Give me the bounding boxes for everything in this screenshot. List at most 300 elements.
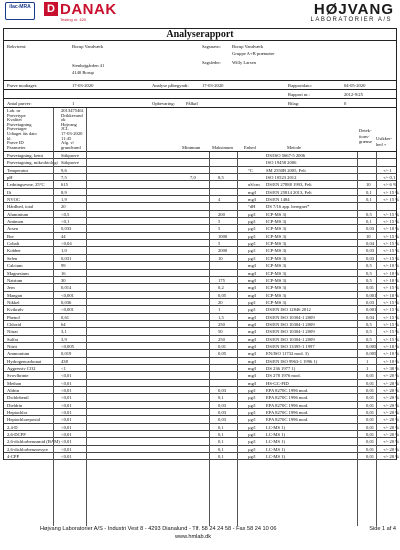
cell-method: ICP-MS 3) <box>266 292 287 298</box>
sagsnavn-value-2: Gruppe A+B præmøtre <box>232 51 275 56</box>
cell-max-limit: 8,5 <box>218 175 224 181</box>
cell-result-value: 0,036 <box>61 299 72 305</box>
cell-result-value: 1,0 <box>61 248 67 254</box>
cell-max-limit: 0,1 <box>218 395 224 401</box>
cell-detection-limit: 0,001 <box>366 307 377 313</box>
analyse-value: 17-03-2020 <box>202 83 224 88</box>
ilac-mra-logo <box>5 2 35 20</box>
cell-uncertainty: +/- 10 % <box>383 226 400 232</box>
cell-method: EPA 8270C 1996 mod. <box>266 388 309 393</box>
table-row <box>4 336 400 343</box>
danak-logo-text: DANAK <box>60 1 117 18</box>
cell-result-value: <0,001 <box>61 292 74 298</box>
table-row <box>4 167 396 174</box>
sample-row-label: Lab. nr <box>7 108 21 113</box>
cell-max-limit: 0,1 <box>218 446 224 452</box>
rapport-nr-value: 2012-9/25 <box>344 92 363 97</box>
cell-max-limit: 0,2 <box>218 285 224 291</box>
cell-result-value: <0,1 <box>61 219 70 225</box>
cell-max-limit: 1,5 <box>218 314 224 320</box>
cell-detection-limit: 0,005 <box>366 351 377 357</box>
sample-row-label: Prøvetype <box>7 112 26 118</box>
col-header-maksimum: Maksimum <box>212 145 233 150</box>
cell-detection-limit: 10 <box>366 233 371 239</box>
sample-row-label: Kvalitet <box>7 117 22 123</box>
sample-row-label: Prøve ID <box>7 140 24 146</box>
cell-method: ICP-MS 3) <box>266 248 287 254</box>
proeve-modtaget-label: Prøve modtaget: <box>7 83 38 88</box>
column-divider <box>209 152 210 526</box>
cell-max-limit: 0,1 <box>218 439 224 445</box>
table-row <box>4 416 400 423</box>
cell-method: LC-MS 1) <box>266 439 286 445</box>
cell-parameter-name: Kvikrølv <box>7 307 24 313</box>
cell-result-value: <0,01 <box>61 410 72 416</box>
sample-row-label: Prøvetagning <box>7 121 32 127</box>
cell-parameter-name: Prøvetagning, kemi <box>7 153 43 158</box>
cell-uncertainty: +/- 10 % <box>383 358 400 364</box>
danak-logo-letter: D <box>47 3 55 15</box>
cell-max-limit: 4 <box>218 197 221 203</box>
cell-detection-limit: 10 <box>366 182 371 188</box>
cell-method: DS/EN ISO 13395-1 1997 <box>266 343 315 349</box>
table-row <box>4 299 400 306</box>
cell-uncertainty: +/- 20 % <box>383 402 400 408</box>
cell-uncertainty: +/- 15 % <box>383 241 400 247</box>
cell-parameter-name: Dichlobenil <box>7 395 29 401</box>
cell-detection-limit: 0,03 <box>366 226 375 232</box>
antal-value: 1 <box>72 101 75 106</box>
table-row <box>4 431 400 438</box>
cell-parameter-name: Aggressiv CO2 <box>7 365 36 371</box>
cell-detection-limit: 0,5 <box>366 321 372 327</box>
opbevaring-label: Opbevaring: <box>152 101 175 106</box>
table-row <box>4 387 400 394</box>
sample-row-value: Afg. v/ <box>61 140 75 146</box>
cell-unit: µg/l <box>248 417 256 423</box>
cell-unit: uS/cm <box>248 182 260 188</box>
cell-uncertainty: +/- 10 % <box>383 351 400 357</box>
cell-parameter-name: Ammonium <box>7 351 30 357</box>
cell-result-value: <0,01 <box>61 432 72 438</box>
cell-parameter-name: Kobber <box>7 248 21 254</box>
cell-max-limit: 250 <box>218 336 225 342</box>
cell-parameter-name: Ilt <box>7 189 12 195</box>
meta-row <box>4 99 396 108</box>
cell-max-limit: 250 <box>218 321 225 327</box>
cell-result-value: 0,61 <box>61 314 70 320</box>
cell-method: DS/EN ISO 10304-1 2009 <box>266 336 315 342</box>
cell-unit: µg/l <box>248 299 256 305</box>
cell-max-limit: 20 <box>218 299 223 305</box>
table-row <box>4 409 400 416</box>
cell-uncertainty: +/- 20 % <box>383 373 400 379</box>
cell-uncertainty: +/- 10 % <box>383 263 400 269</box>
cell-result-value: 3,1 <box>61 329 67 335</box>
cell-detection-limit: 0,01 <box>366 373 375 379</box>
cell-method: LC-MS 1) <box>266 424 286 430</box>
cell-method: ICP-MS 3) <box>266 219 287 225</box>
cell-max-limit: 175 <box>218 277 225 283</box>
cell-result-value: <0,01 <box>61 380 72 386</box>
cell-parameter-name: Heptachlor <box>7 410 28 416</box>
cell-method: DS/EN 1484 <box>266 197 290 203</box>
danak-logo-mark <box>44 2 58 16</box>
cell-unit: µg/l <box>248 255 256 261</box>
cell-max-limit: 2000 <box>218 248 228 254</box>
cell-result-value: 9,6 <box>61 167 67 173</box>
sample-info-block <box>3 108 397 152</box>
table-row <box>4 446 400 453</box>
col-header-parameter: Parameter <box>7 145 26 150</box>
cell-uncertainty: +/- 6 % <box>383 182 397 188</box>
table-row <box>4 292 400 299</box>
bilag-label: Bilag: <box>288 101 300 106</box>
cell-max-limit: 0,01 <box>218 343 227 349</box>
table-row <box>4 174 396 181</box>
table-row <box>4 372 400 379</box>
cell-max-limit: 0,1 <box>218 424 224 430</box>
cell-max-limit: 0,1 <box>218 454 224 460</box>
rapport-nr-label: Rapport nr.: <box>288 92 310 97</box>
cell-max-limit: 10 <box>218 255 223 261</box>
cell-parameter-name: Nikkel <box>7 299 20 305</box>
cell-unit: µg/l <box>248 211 256 217</box>
cell-parameter-name: Sulfat <box>7 336 18 342</box>
cell-detection-limit: 0,01 <box>366 432 375 438</box>
cell-max-limit: 0,03 <box>218 388 227 393</box>
sample-row <box>4 145 88 151</box>
cell-uncertainty: +/- 15 % <box>383 314 400 320</box>
cell-parameter-name: Hårdhed, total <box>7 204 34 210</box>
cell-method: DS/EN ISO 10304-1 2009 <box>266 329 315 335</box>
cell-result-value: 20 <box>61 204 66 210</box>
table-row <box>4 233 400 240</box>
cell-method: EPA 8270C 1996 mod. <box>266 410 309 416</box>
cell-uncertainty: +/- 0,1 <box>383 175 396 181</box>
cell-max-limit: 1000 <box>218 233 228 239</box>
footer-address: Højvang Laboratorier A/S - Industri Vest 8 - 4293 Dianalund - Tlf. 58 24 24 58 - Fax 58 24 10 06 <box>40 526 277 532</box>
cell-unit: µg/l <box>248 248 256 254</box>
cell-method: LC-MS 1) <box>266 432 286 438</box>
sagsnavn-value: Borup Vandværk <box>232 44 264 49</box>
cell-max-limit: 50 <box>218 329 223 335</box>
cell-method: DS/EN ISO 10304-1 2009 <box>266 314 315 320</box>
column-divider <box>237 152 238 526</box>
cell-method: DS/EN 25814 2013, Felt <box>266 189 312 195</box>
cell-detection-limit: 0,03 <box>366 255 375 261</box>
cell-uncertainty: +/- 1 <box>383 167 392 173</box>
table-row <box>4 211 400 218</box>
cell-parameter-name: Antimon <box>7 219 24 225</box>
cell-uncertainty: +/- 10 % <box>383 277 400 283</box>
danak-testing-number: Testing nr. 420 <box>60 17 87 22</box>
table-row <box>4 453 400 460</box>
cell-detection-limit: 0,04 <box>366 241 375 247</box>
sample-row-label: Prøvetager <box>7 126 27 132</box>
footer-website: www.hmlab.dk <box>175 534 212 540</box>
cell-uncertainty: +/- 30 % <box>383 365 400 371</box>
cell-uncertainty: +/- 20 % <box>383 380 400 386</box>
rapportdato-value: 04-05-2020 <box>344 83 366 88</box>
cell-parameter-name: Ledningsevne, 25°C <box>7 182 45 188</box>
cell-uncertainty: +/- 15 % <box>383 307 400 313</box>
cell-parameter-name: NVOC <box>7 197 21 203</box>
sample-row-value: JCL <box>61 126 69 132</box>
cell-unit: mg/l <box>248 329 257 335</box>
cell-parameter-name: Prøvetagning, mikrobiologi <box>7 160 58 166</box>
cell-uncertainty: +/- 10 % <box>383 270 400 276</box>
cell-parameter-name: Magnesium <box>7 270 29 276</box>
cell-uncertainty: +/- 10 % <box>383 343 400 349</box>
cell-method: LC-MS 1) <box>266 454 286 460</box>
cell-unit: mg/l <box>248 285 257 291</box>
rekvirent-name: Borup Vandværk <box>72 44 104 49</box>
cell-detection-limit: 0,01 <box>366 424 375 430</box>
cell-uncertainty: +/- 15 % <box>383 336 400 342</box>
cell-unit: mg/l <box>248 336 257 342</box>
cell-max-limit: 0,03 <box>218 402 227 408</box>
cell-parameter-name: Cobalt <box>7 241 20 247</box>
cell-unit: mg/l <box>248 277 257 283</box>
cell-method: ICP-MS 3) <box>266 270 287 276</box>
cell-method: ISO 10523 2012 <box>266 175 297 181</box>
cell-parameter-name: Svovlbrinte <box>7 373 29 379</box>
table-row <box>4 358 400 365</box>
cell-method: DS 236 1977 1) <box>266 365 296 371</box>
cell-result-value: <0,001 <box>61 307 74 313</box>
sample-row-value: grundvand <box>61 144 81 150</box>
col-header-metode: Metode <box>287 145 302 150</box>
rekvirent-label: Rekvirent: <box>7 44 27 49</box>
column-divider <box>53 108 54 526</box>
cell-result-value: <0,01 <box>61 402 72 408</box>
cell-uncertainty: +/- 20 % <box>383 417 400 423</box>
cell-unit: mg/l <box>248 197 257 203</box>
cell-unit: µg/l <box>248 424 256 430</box>
cell-unit: µg/l <box>248 233 256 239</box>
cell-result-value: 438 <box>61 358 68 364</box>
cell-uncertainty: +/- 20 % <box>383 439 400 445</box>
table-row <box>4 240 400 247</box>
cell-unit: µg/l <box>248 439 256 445</box>
cell-detection-limit: 1 <box>366 365 369 371</box>
cell-unit: mg/l <box>248 321 257 327</box>
cell-uncertainty: +/- 15 % <box>383 219 400 225</box>
cell-unit: mg/l <box>248 365 257 371</box>
cell-result-value: <0,01 <box>61 446 72 452</box>
cell-unit: mg/l <box>248 189 257 195</box>
cell-method: SM 2550B 2005, Felt <box>266 167 306 173</box>
cell-unit: µg/l <box>248 402 256 408</box>
cell-detection-limit: 0,5 <box>366 263 372 269</box>
cell-result-value: <0,01 <box>61 439 72 445</box>
cell-max-limit: 200 <box>218 211 225 217</box>
cell-uncertainty: +/- 20 % <box>383 424 400 430</box>
cell-detection-limit: 0,01 <box>366 388 375 393</box>
meta-row <box>4 81 396 90</box>
report-header <box>0 0 400 28</box>
cell-detection-limit: 0,01 <box>366 446 375 452</box>
cell-parameter-name: 2,6-dichlorbenzamid (BAM) <box>7 439 60 445</box>
client-info-box <box>3 41 397 81</box>
col-header-enhed: Enhed <box>244 145 256 150</box>
table-row <box>4 247 400 254</box>
table-row <box>4 203 396 210</box>
cell-parameter-name: Temperatur <box>7 167 29 173</box>
lab-logo-subtitle: LABORATORIER A/S <box>310 17 392 23</box>
cell-detection-limit: 0,01 <box>366 417 375 423</box>
table-row <box>4 255 400 262</box>
cell-result-value: Stikprøve <box>61 153 79 158</box>
cell-method: HS-GC-FID <box>266 380 289 386</box>
cell-unit: µg/l <box>248 446 256 452</box>
cell-result-value: <0,01 <box>61 395 72 401</box>
cell-detection-limit: 0,5 <box>366 211 372 217</box>
cell-unit: µg/l <box>248 219 256 225</box>
table-row <box>4 365 400 372</box>
cell-parameter-name: Chlorid <box>7 321 22 327</box>
lab-logo-name: HØJVANG <box>313 1 394 18</box>
cell-unit: µg/l <box>248 432 256 438</box>
col-header-detektionsgraense: Detek-tions-grænse <box>359 128 373 144</box>
cell-parameter-name: Aldrin <box>7 388 19 393</box>
proeve-modtaget-value: 17-03-2020 <box>72 83 94 88</box>
cell-method: DS 278 1976 mod. <box>266 373 301 379</box>
cell-max-limit: 1 <box>218 307 221 313</box>
sample-row-value: 2013475461 <box>61 108 84 113</box>
cell-method: ISO 19458 2006 <box>266 160 297 166</box>
cell-parameter-name: Nitrit <box>7 343 17 349</box>
cell-unit: µg/l <box>248 226 256 232</box>
table-row <box>4 181 396 188</box>
footer-page-number: Side 1 af 4 <box>369 526 396 532</box>
cell-uncertainty: +/- 20 % <box>383 388 400 393</box>
cell-method: DS/EN ISO 9963-1 1996 1) <box>266 358 318 364</box>
cell-detection-limit: 0,03 <box>366 248 375 254</box>
cell-uncertainty: +/- 10 % <box>383 292 400 298</box>
cell-max-limit: 5 <box>218 219 221 225</box>
opbevaring-value: Pålkøl <box>186 101 198 106</box>
cell-uncertainty: +/- 15 % <box>383 197 400 203</box>
cell-result-value: 30 <box>61 277 66 283</box>
cell-uncertainty: +/- 15 % <box>383 285 400 291</box>
cell-unit: µg/l <box>248 395 256 401</box>
cell-result-value: 0,031 <box>61 255 72 261</box>
cell-detection-limit: 0,001 <box>366 292 377 298</box>
cell-detection-limit: 0,1 <box>366 219 372 225</box>
bilag-value: 0 <box>344 101 347 106</box>
cell-parameter-name: 2,4-D <box>7 424 18 430</box>
cell-parameter-name: Calcium <box>7 263 23 269</box>
cell-result-value: <0,04 <box>61 241 72 247</box>
cell-max-limit: 5 <box>218 241 221 247</box>
sample-row-value: Drikkevand <box>61 112 83 118</box>
cell-result-value: Stikprøve <box>61 160 79 166</box>
cell-parameter-name: Aluminium <box>7 211 29 217</box>
cell-method: ICP-MS 3) <box>266 263 287 269</box>
sagsleder-label: Sagsleder: <box>202 60 222 65</box>
cell-result-value: 7,5 <box>61 175 67 181</box>
cell-uncertainty: +/- 15 % <box>383 211 400 217</box>
cell-detection-limit: 1 <box>366 358 369 364</box>
cell-parameter-name: pH <box>7 175 13 181</box>
cell-detection-limit: 0,03 <box>366 299 375 305</box>
cell-result-value: <0,01 <box>61 417 72 423</box>
sagsnavn-label: Sagsnavn: <box>202 44 221 49</box>
cell-uncertainty: +/- 15 % <box>383 248 400 254</box>
cell-unit: mg/l <box>248 263 257 269</box>
cell-parameter-name: Mangan <box>7 292 23 298</box>
cell-parameter-name: Arsen <box>7 226 18 232</box>
cell-detection-limit: 0,01 <box>366 402 375 408</box>
ilac-logo-text: ilac-MRA <box>9 4 31 10</box>
cell-parameter-name: Hydrogencarbonat <box>7 358 42 364</box>
cell-method: ICP-MS 3) <box>266 299 287 305</box>
cell-result-value: <0,5 <box>61 211 70 217</box>
column-divider <box>357 152 358 526</box>
cell-detection-limit: 0,5 <box>366 336 372 342</box>
cell-result-value: 615 <box>61 182 68 188</box>
cell-result-value: 3,9 <box>61 336 67 342</box>
cell-uncertainty: +/- 15 % <box>383 321 400 327</box>
table-row <box>4 380 400 387</box>
cell-method: DS/EN 27888 1993, Felt <box>266 182 312 188</box>
cell-max-limit: 0,1 <box>218 432 224 438</box>
cell-uncertainty: +/- 20 % <box>383 410 400 416</box>
cell-result-value: 8,9 <box>61 189 67 195</box>
cell-uncertainty: +/- 20 % <box>383 395 400 401</box>
cell-parameter-name: Selen <box>7 255 18 261</box>
table-row <box>4 218 400 225</box>
cell-parameter-name: Heptachlorepoxid <box>7 417 40 423</box>
cell-result-value: <1 <box>61 365 66 371</box>
table-row <box>4 159 396 166</box>
cell-unit: mg/l <box>248 380 257 386</box>
cell-unit: mg/l <box>248 292 257 298</box>
cell-detection-limit: 0,5 <box>366 329 372 335</box>
cell-result-value: 64 <box>61 321 66 327</box>
cell-max-limit: 0,05 <box>218 351 227 357</box>
cell-parameter-name: 2,6-DCPP <box>7 432 26 438</box>
col-header-minimum: Minimum <box>182 145 201 150</box>
cell-result-value: <0,005 <box>61 343 74 349</box>
cell-detection-limit: 0,1 <box>366 189 372 195</box>
cell-detection-limit: 0,01 <box>366 454 375 460</box>
cell-method: EPA 8270C 1996 mod. <box>266 395 309 401</box>
cell-detection-limit: 0,5 <box>366 277 372 283</box>
sample-row-label: Udtaget åts dato <box>7 131 37 136</box>
cell-method: EPA 8270C 1996 mod. <box>266 417 309 423</box>
cell-unit: mg/l <box>248 270 257 276</box>
cell-detection-limit: 0,01 <box>366 439 375 445</box>
cell-uncertainty: +/- 15 % <box>383 233 400 239</box>
rekvirent-city: 4140 Borup <box>72 70 94 75</box>
cell-detection-limit: 0,01 <box>366 285 375 291</box>
cell-method: EN/ISO 11732 mod. 3) <box>266 351 309 357</box>
table-row <box>4 225 400 232</box>
table-row <box>4 277 400 284</box>
cell-parameter-name: 4-CPP <box>7 454 20 460</box>
cell-unit: mg/l <box>248 314 257 320</box>
cell-unit: mg/l <box>248 358 257 364</box>
cell-parameter-name: Dieldrin <box>7 402 23 408</box>
table-row <box>4 284 400 291</box>
cell-unit: µg/l <box>248 388 256 393</box>
cell-unit: µg/l <box>248 307 256 313</box>
cell-parameter-name: Phenol <box>7 314 20 320</box>
cell-unit: µg/l <box>248 454 256 460</box>
